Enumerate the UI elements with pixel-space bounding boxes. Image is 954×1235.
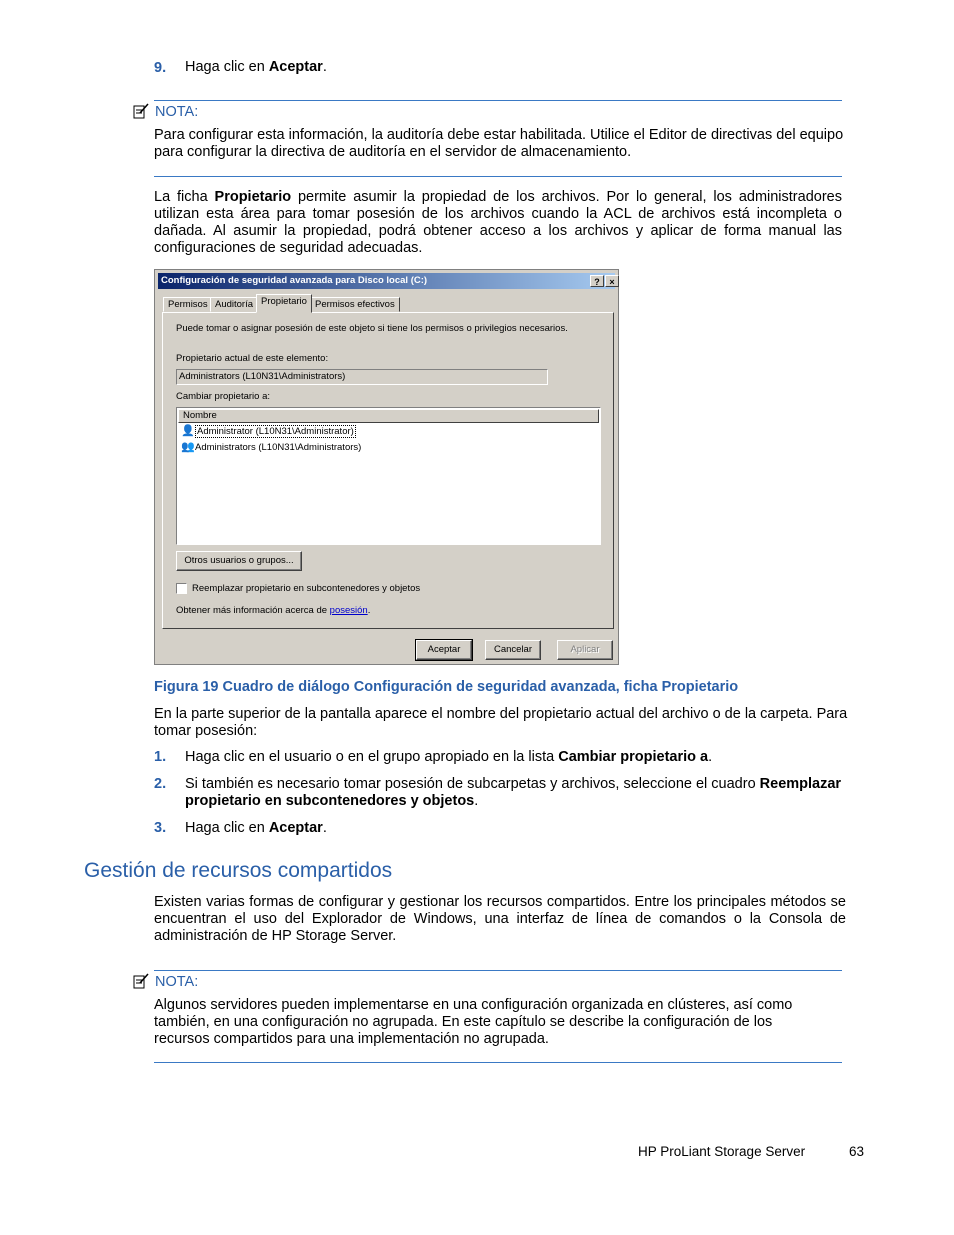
change-owner-label: Cambiar propietario a: [176,391,270,402]
tab-permisos-efectivos[interactable]: Permisos efectivos [310,297,400,312]
note-text: Para configurar esta información, la auditoría debe estar habilitada. Utilice el Editor de directivas del equipo para configurar la directiva de auditoría en el servidor de almacenamiento. [154,127,844,160]
note-label: NOTA: [155,104,199,120]
note-pencil-icon [133,973,149,989]
step-text: . [474,793,479,809]
replace-owner-label: Reemplazar propietario en subcontenedores y objetos [192,583,421,594]
step-2-text [185,776,865,810]
step-bold: Reemplazar propietario en subcontenedores y objetos [185,776,842,809]
group-icon: 👥 [181,441,195,453]
tab-permisos[interactable]: Permisos [163,297,213,312]
change-owner-list[interactable] [176,407,601,545]
note-rule-bottom [154,1062,842,1063]
list-item[interactable] [181,425,356,439]
apply-button[interactable]: Aplicar [557,640,613,660]
current-owner-label: Propietario actual de este elemento: [176,353,329,364]
more-info-post: . [367,605,371,616]
step-3-text [185,820,865,837]
step-text: Si también es necesario tomar posesión de subcarpetas y archivos, seleccione el cuadro [185,776,760,792]
step-text: Haga clic en [185,820,269,836]
step-text: . [322,820,327,836]
list-column-header[interactable]: Nombre [178,409,599,423]
other-users-button[interactable]: Otros usuarios o grupos... [176,551,302,571]
dialog-title: Configuración de seguridad avanzada para Disco local (C:) [161,275,428,286]
posesion-link[interactable]: posesión [329,605,368,616]
list-item[interactable] [181,441,361,455]
step-text: . [708,749,713,765]
step-9 [154,59,166,77]
more-info-text [176,605,370,616]
step-number: 1. [154,749,167,765]
para-text: permite asumir la propiedad de los archivos. Por lo general, los administradores utilizan esta área para tomar posesión de los archivos cuando la ACL de archivos está incompleta o dañada. Al asumir la propiedad, podrá obtener acceso a los archivos y aplicar de forma manual las configuraciones de seguridad adecuadas. [154,189,842,256]
close-button[interactable]: × [605,275,619,287]
cancel-button[interactable]: Cancelar [485,640,541,660]
step-1-text [185,749,865,766]
owner-paragraph: En la parte superior de la pantalla aparece el nombre del propietario actual del archivo o de la carpeta. Para tomar posesión: [154,706,848,739]
footer-product: HP ProLiant Storage Server [638,1144,806,1159]
step-bold: Aceptar [268,820,323,836]
footer-page-number: 63 [849,1144,865,1159]
step-text: . [322,59,327,75]
tab-propietario[interactable]: Propietario [256,294,312,313]
figure-caption: Figura 19 Cuadro de diálogo Configuración de seguridad avanzada, ficha Propietario [154,679,739,695]
list-item-label: Administrators (L10N31\Administrators) [195,442,362,454]
ok-button[interactable]: Aceptar [416,640,472,660]
current-owner-field: Administrators (L10N31\Administrators) [176,369,548,385]
para-bold: Propietario [214,189,292,205]
note-rule-bottom [154,176,842,177]
user-icon: 👤 [181,425,195,437]
section-heading: Gestión de recursos compartidos [84,859,393,882]
owner-tab-paragraph [154,189,842,257]
para-text: La ficha [154,189,215,205]
dialog-titlebar [158,273,615,289]
intro-label: Puede tomar o asignar posesión de este objeto si tiene los permisos o privilegios necesarios. [176,323,568,334]
step-text: Haga clic en el usuario o en el grupo apropiado en la lista [185,749,559,765]
note-pencil-icon [133,103,149,119]
step-number: 3. [154,820,167,836]
note-rule-top [154,970,842,971]
step-bold: Cambiar propietario a [558,749,709,765]
note-rule-top [154,100,842,101]
list-item-label: Administrator (L10N31\Administrator) [197,426,354,438]
step-9-text [185,59,327,76]
step-bold: Aceptar [268,59,323,75]
advanced-security-dialog [154,269,619,665]
owner-tab-panel [162,312,614,629]
tab-auditoria[interactable]: Auditoría [210,297,258,312]
note-text: Algunos servidores pueden implementarse en una configuración organizada en clústeres, así como también, en una configuración no agrupada. En este capítulo se describe la configuración de los recursos compartidos para una implementación no agrupada. [154,997,793,1047]
step-number: 2. [154,776,167,792]
replace-owner-checkbox[interactable] [176,583,187,594]
step-number: 9. [154,60,167,76]
more-info-pre: Obtener más información acerca de [176,605,330,616]
shares-paragraph: Existen varias formas de configurar y gestionar los recursos compartidos. Entre los principales métodos se encuentran el uso del Explorador de Windows, una interfaz de línea de comandos o la Consola de administración de HP Storage Server. [154,894,846,944]
note-label: NOTA: [155,974,199,990]
step-text: Haga clic en [185,59,269,75]
help-button[interactable]: ? [590,275,604,287]
